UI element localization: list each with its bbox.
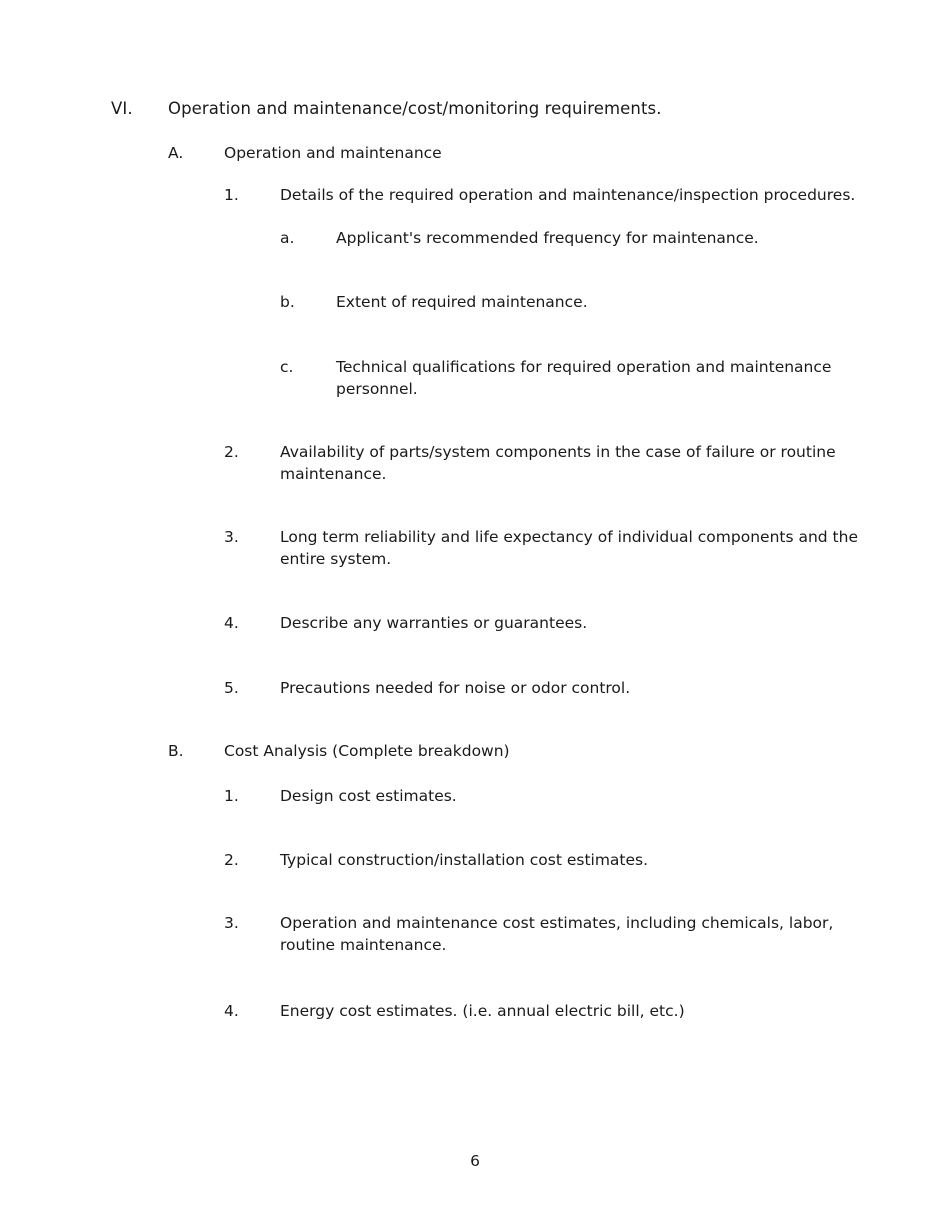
item-number: 5. — [224, 679, 239, 697]
item-number: 4. — [224, 1002, 239, 1020]
section-number: VI. — [111, 99, 133, 118]
part-b-title: Cost Analysis (Complete breakdown) — [224, 742, 510, 760]
subitem-letter: b. — [280, 293, 295, 311]
item-number: 3. — [224, 914, 239, 932]
part-a-letter: A. — [168, 144, 184, 162]
part-a-title: Operation and maintenance — [224, 144, 442, 162]
subitem-letter: a. — [280, 229, 295, 247]
item-text: Operation and maintenance cost estimates, including chemicals, labor, routine maintenance. — [280, 914, 834, 954]
item-number: 1. — [224, 787, 239, 805]
item-number: 2. — [224, 443, 239, 461]
subitem-text: Technical qualifications for required operation and maintenance personnel. — [336, 358, 832, 398]
item-text: Long term reliability and life expectancy of individual components and the entire system. — [280, 528, 858, 568]
item-number: 2. — [224, 851, 239, 869]
item-number: 3. — [224, 528, 239, 546]
item-text: Energy cost estimates. (i.e. annual electric bill, etc.) — [280, 1002, 685, 1020]
section-title: Operation and maintenance/cost/monitoring requirements. — [168, 99, 662, 118]
subitem-text: Applicant's recommended frequency for maintenance. — [336, 229, 759, 247]
subitem-text: Extent of required maintenance. — [336, 293, 588, 311]
item-text: Typical construction/installation cost estimates. — [280, 851, 649, 869]
item-text: Details of the required operation and maintenance/inspection procedures. — [280, 186, 856, 204]
item-number: 1. — [224, 186, 239, 204]
subitem-letter: c. — [280, 358, 294, 376]
item-text: Precautions needed for noise or odor control. — [280, 679, 631, 697]
page-number: 6 — [470, 1152, 480, 1170]
item-text: Design cost estimates. — [280, 787, 457, 805]
item-text: Describe any warranties or guarantees. — [280, 614, 588, 632]
item-number: 4. — [224, 614, 239, 632]
item-text: Availability of parts/system components in the case of failure or routine maintenance. — [280, 443, 836, 483]
part-b-letter: B. — [168, 742, 184, 760]
